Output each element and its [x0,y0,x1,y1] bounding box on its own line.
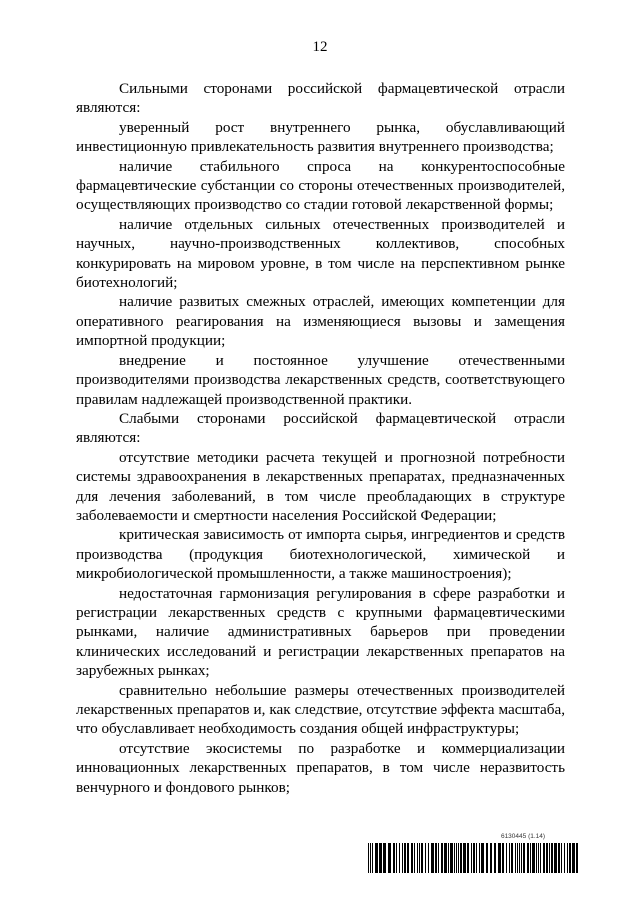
paragraph: Сильными сторонами российской фармацевтической отрасли являются: [76,80,565,117]
paragraph: внедрение и постоянное улучшение отечественными производителями производства лекарственных средств, соответствующего правилам надлежащей производственной практики. [76,351,565,408]
barcode-icon [368,843,578,873]
paragraph: отсутствие экосистемы по разработке и коммерциализации инновационных лекарственных препаратов, в том числе неразвитость венчурного и фондового рынков; [76,739,565,796]
document-body [76,79,565,797]
paragraph: Слабыми сторонами российской фармацевтической отрасли являются: [76,409,565,447]
paragraph: отсутствие методики расчета текущей и прогнозной потребности системы здравоохранения в лекарственных препаратах, предназначенных для лечения заболеваний, в том числе преобладающих в структуре заболеваемости и смертности населения Российской Федерации; [76,448,565,524]
paragraph: уверенный рост внутреннего рынка, обуславливающий инвестиционную привлекательность развития внутреннего производства; [76,118,565,156]
paragraph: наличие развитых смежных отраслей, имеющих компетенции для оперативного реагирования на изменяющиеся вызовы и замещения импортной продукции; [76,293,565,350]
page-number: 12 [312,39,328,55]
paragraph: сравнительно небольшие размеры отечественных производителей лекарственных препаратов и, как следствие, отсутствие эффекта масштаба, что обуславливает необходимость создания общей инфраструктуры; [76,681,565,738]
paragraph: наличие стабильного спроса на конкурентоспособные фармацевтические субстанции со стороны отечественных производителей, осуществляющих производство со стадии готовой лекарственной формы; [76,157,565,214]
paragraph: критическая зависимость от импорта сырья, ингредиентов и средств производства (продукция биотехнологической, химической и микробиологической промышленности, а также машиностроения); [76,526,565,583]
paragraph: наличие отдельных сильных отечественных производителей и научных, научно-производственных коллективов, способных конкурировать на мировом уровне, в том числе на перспективном рынке биотехнологий; [76,215,565,292]
document-code: 6130445 (1.14) [500,833,546,840]
paragraph: недостаточная гармонизация регулирования в сфере разработки и регистрации лекарственных средств с крупными фармацевтическими рынками, наличие административных барьеров при проведении клинических исследований и регистрации лекарственных препаратов на зарубежных рынках; [76,584,565,680]
